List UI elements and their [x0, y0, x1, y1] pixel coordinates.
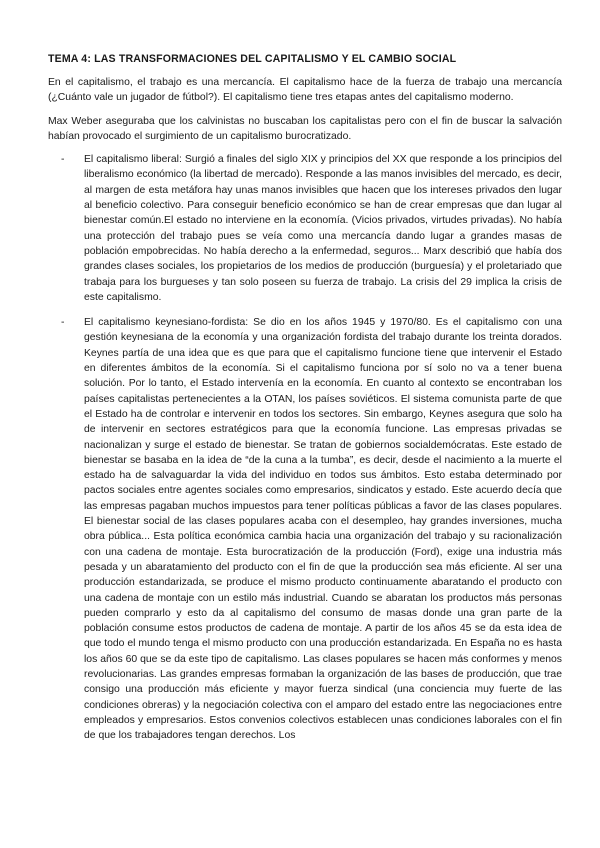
list-bullet: -: [61, 154, 65, 166]
weber-paragraph: Max Weber aseguraba que los calvinistas no buscaban los capitalistas pero con el fin de buscar la salvación habían provocado el surgimiento de un capitalismo burocratizado.: [48, 115, 562, 142]
intro-paragraph: En el capitalismo, el trabajo es una mercancía. El capitalismo hace de la fuerza de trabajo una mercancía (¿Cuánto vale un jugador de fútbol?). El capitalismo tiene tres etapas antes del capitalismo moderno.: [48, 77, 562, 104]
list-item-text: El capitalismo liberal: Surgió a finales del siglo XIX y principios del XX que responde a los principios del liberalismo económico (la libertad de mercado). Responde a las manos invisibles del mercado, es decir, al margen de esta metáfora hay unas manos invisibles que hacen que los intereses privados den lugar al beneficio colectivo. Para conseguir beneficio económico se han de crear empresas que dan lugar al bienestar común.El estado no interviene en la economía. (Vicios privados, virtudes privadas). No había una protección del trabajo pues se veía como una mercancía dando lugar a grandes masas de población empobrecidas. No había derecho a la enfermedad, seguros... Marx describió que había dos grandes clases sociales, los propietarios de los medios de producción (burguesía) y el proletariado que trabaja para los burgueses y tan solo poseen su fuerza de trabajo. La crisis del 29 implica la crisis de este capitalismo.: [84, 154, 562, 303]
list-item-keynesian-fordist-capitalism: [48, 315, 562, 743]
list-item-text: El capitalismo keynesiano-fordista: Se dio en los años 1945 y 1970/80. Es el capitalismo con una gestión keynesiana de la economía y una organización fordista del trabajo durante los treinta dorados. Keynes partía de una idea que es que para que el capitalismo funcione tiene que intervenir el Estado en diferentes ámbitos de la economía. Si el capitalismo funciona por sí solo no va a tener buena solución. Por lo tanto, el Estado intervenía en la economía. En cuanto al contexto se encontraban los países capitalistas pertenecientes a la OTAN, los países soviéticos. El sistema comunista parte de que el Estado ha de controlar e intervenir en todos los sectores. Sin embargo, Keynes asegura que solo ha de intervenir en sectores estratégicos para que la economía funcione. Las empresas privadas se nacionalizan y surge el estado de bienestar. Se tratan de gobiernos socialdemócratas. Este estado de bienestar se basaba en la idea de “de la cuna a la tumba”, es decir, desde el nacimiento a la muerte el estado ha de salvaguardar la vida del individuo en todos sus ámbitos. Esto estaba determinado por pactos sociales entre agentes sociales como empresarios, sindicatos y estado. Este acuerdo decía que las empresas pagaban muchos impuestos para tener políticas públicas a favor de las clases populares. El bienestar social de las clases populares acaba con el desempleo, hay grandes inversiones, mucha obra pública... Esta política económica cambia hacia una organización del trabajo y su racionalización con una cadena de montaje. Esta burocratización de la producción (Ford), exige una industria más pesada y un abaratamiento del producto con el fin de que la producción sea más eficiente. Al ser una producción estandarizada, se produce el mismo producto continuamente abaratando el producto con una cadena de montaje con un estilo más industrial. Cuando se abaratan los productos más personas pueden comprarlo y esto da al capitalismo del consumo de masas donde una gran parte de la población consume estos productos de cadena de montaje. A partir de los años 45 se da esta idea de que todo el mundo tenga el mismo producto con una producción estandarizada. En España no es hasta los años 60 que se da este tipo de capitalismo. Las clases populares se hacen más conformes y menos revolucionarias. Las grandes empresas formaban la organización de las bases de producción, que trae consigo una producción más eficiente y mayor fuerza sindical (una conciencia muy fuerte de las condiciones obreras) y la negociación colectiva con el amparo del estado entre las negociaciones entre empleados y empresarios. Estos convenios colectivos establecen unas condiciones laborales con el fin de que los trabajadores tengan derechos. Los: [84, 317, 562, 742]
capitalism-stages-list: [48, 152, 562, 743]
document-title: TEMA 4: LAS TRANSFORMACIONES DEL CAPITALISMO Y EL CAMBIO SOCIAL: [48, 53, 457, 65]
list-bullet: -: [61, 317, 65, 329]
list-item-liberal-capitalism: [48, 152, 562, 305]
